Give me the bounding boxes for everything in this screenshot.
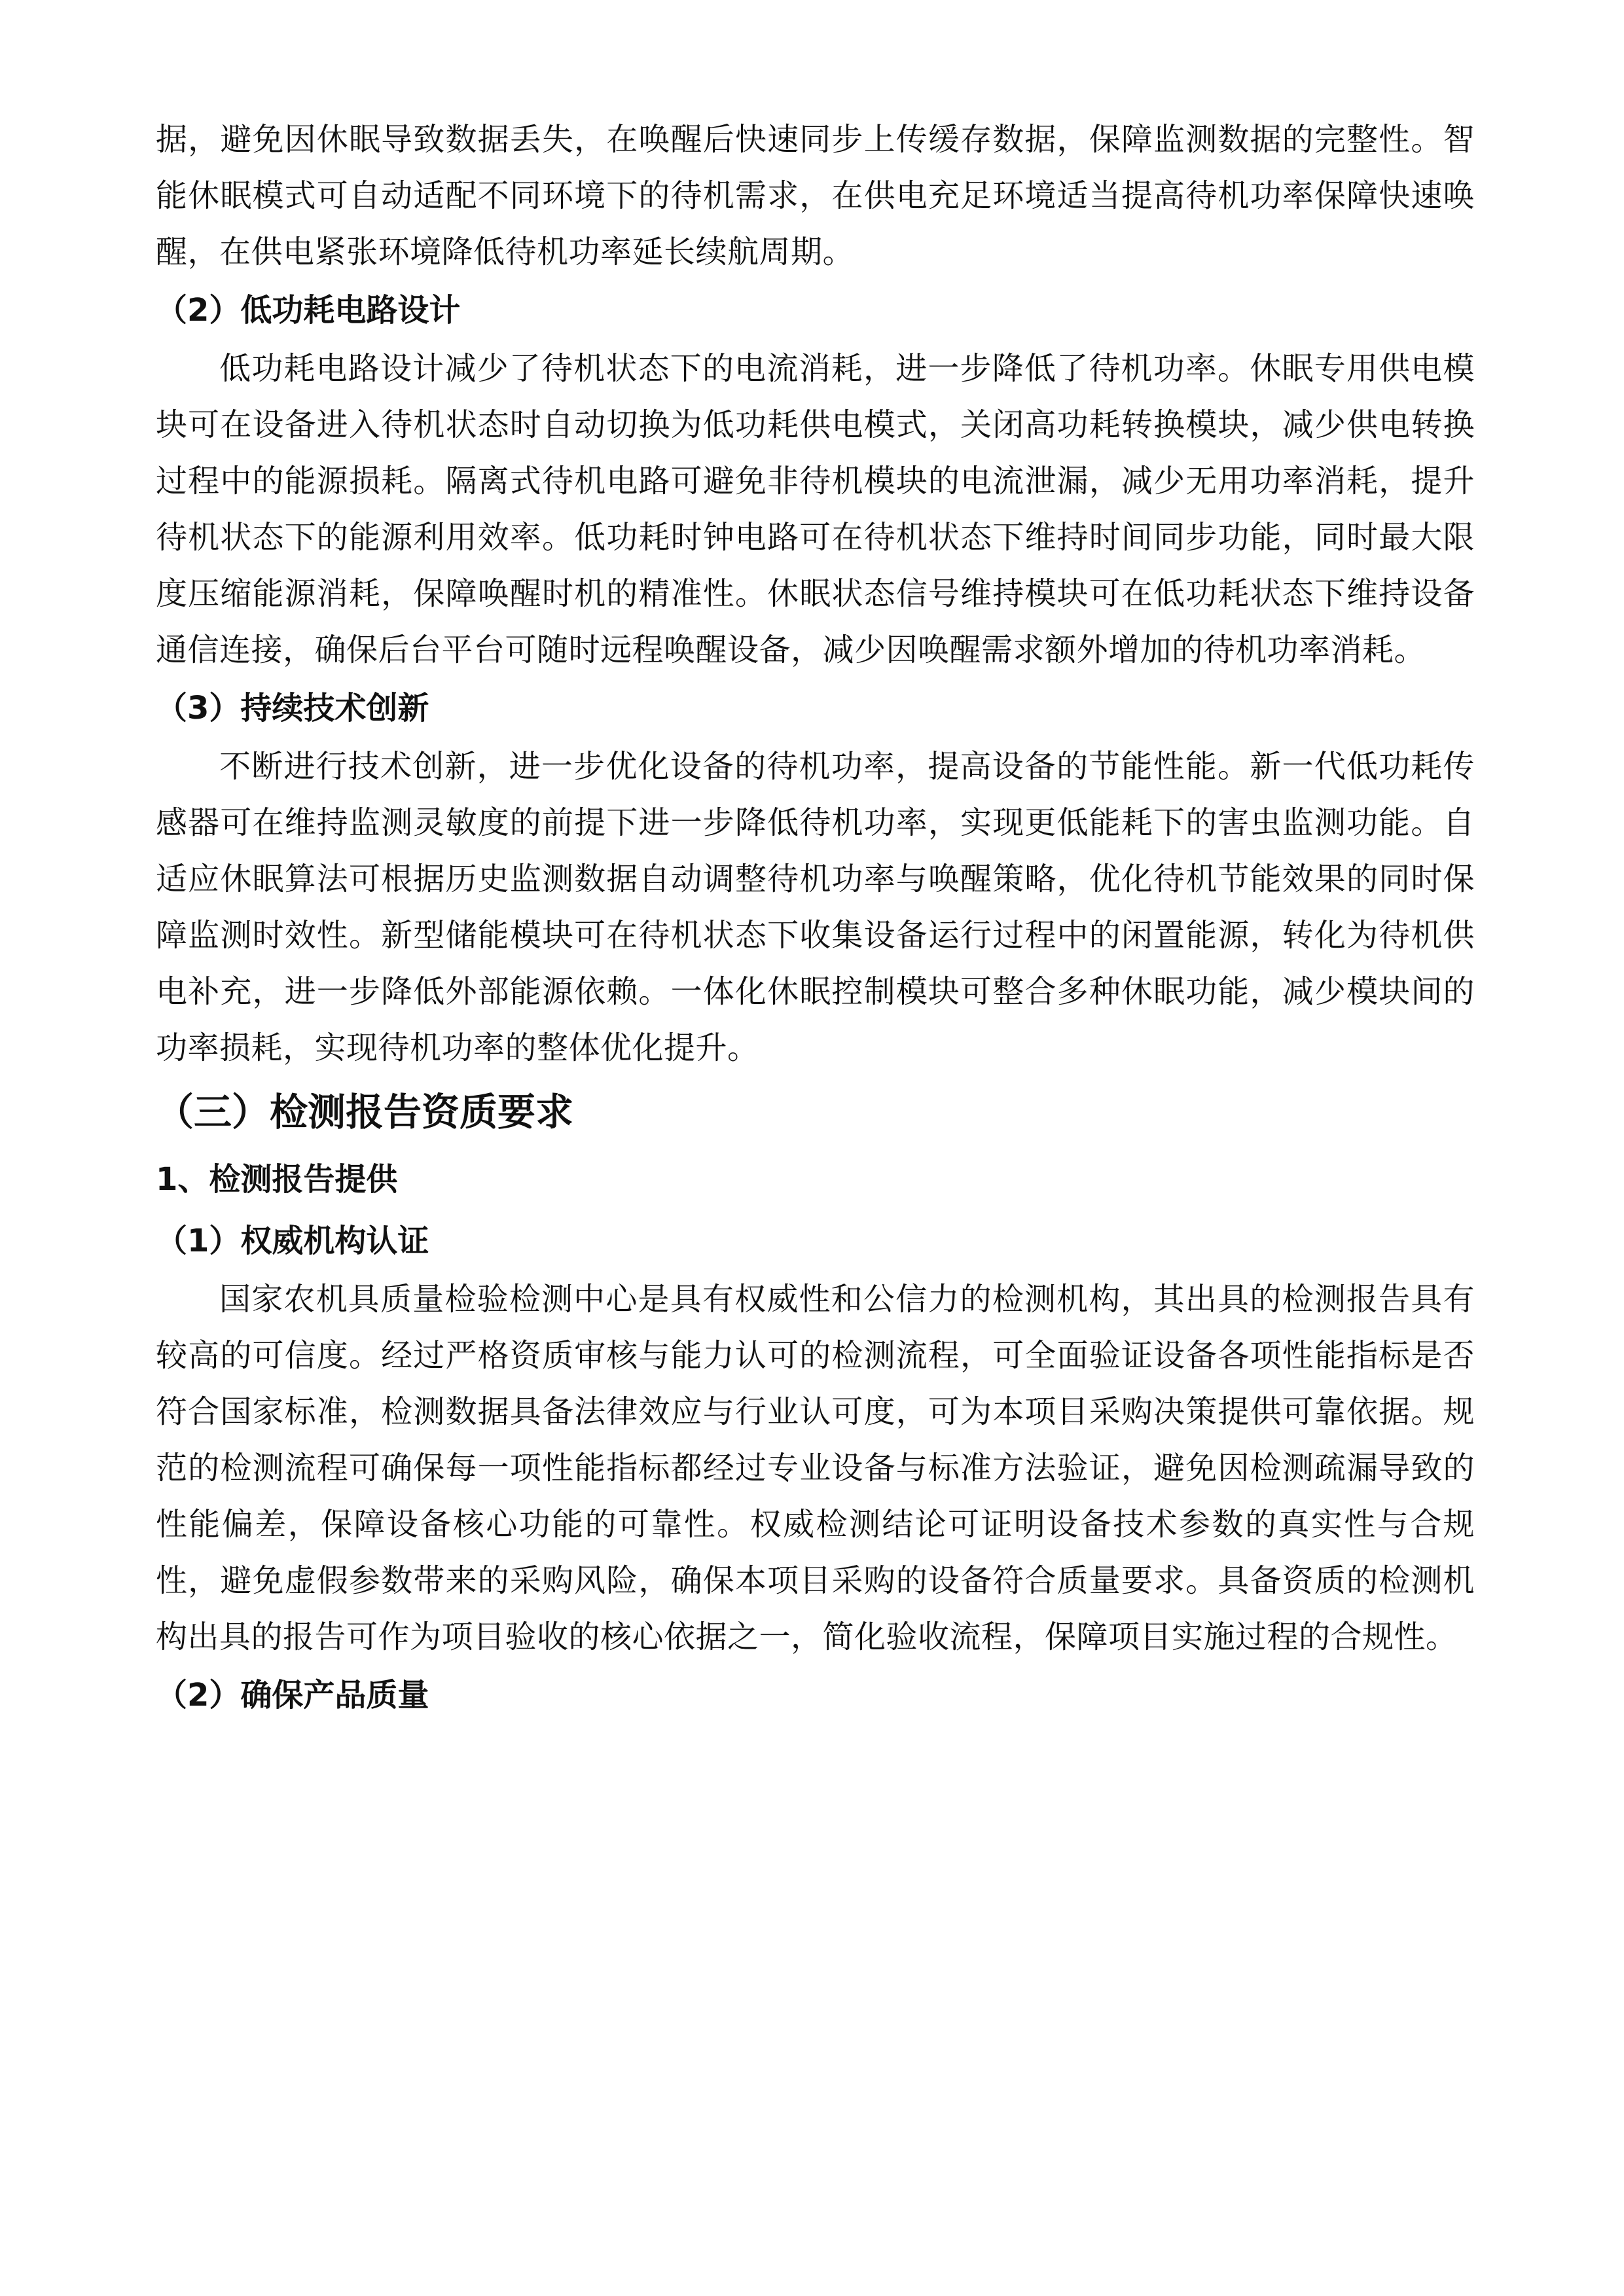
heading-tech-innovation: （3）持续技术创新 bbox=[156, 690, 429, 726]
heading-low-power-circuit: （2）低功耗电路设计 bbox=[156, 292, 461, 329]
heading-report-provision: 1、检测报告提供 bbox=[156, 1161, 398, 1198]
paragraph-intro-continued: 据，避免因休眠导致数据丢失，在唤醒后快速同步上传缓存数据，保障监测数据的完整性。智能休眠模式可自动适配不同环境下的待机需求，在供电充足环境适当提高待机功率保障快速唤醒，在供电紧张环境降低待机功率延长续航周期。 bbox=[156, 121, 1475, 270]
paragraph-low-power-circuit: 低功耗电路设计减少了待机状态下的电流消耗，进一步降低了待机功率。休眠专用供电模块可在设备进入待机状态时自动切换为低功耗供电模式，关闭高功耗转换模块，减少供电转换过程中的能源损耗。隔离式待机电路可避免非待机模块的电流泄漏，减少无用功率消耗，提升待机状态下的能源利用效率。低功耗时钟电路可在待机状态下维持时间同步功能，同时最大限度压缩能源消耗，保障唤醒时机的精准性。休眠状态信号维持模块可在低功耗状态下维持设备通信连接，确保后台平台可随时远程唤醒设备，减少因唤醒需求额外增加的待机功率消耗。 bbox=[156, 350, 1475, 668]
heading-product-quality: （2）确保产品质量 bbox=[156, 1677, 429, 1713]
section-heading-report-qualification: （三）检测报告资质要求 bbox=[156, 1090, 574, 1134]
paragraph-tech-innovation: 不断进行技术创新，进一步优化设备的待机功率，提高设备的节能性能。新一代低功耗传感器可在维持监测灵敏度的前提下进一步降低待机功率，实现更低能耗下的害虫监测功能。自适应休眠算法可根据历史监测数据自动调整待机功率与唤醒策略，优化待机节能效果的同时保障监测时效性。新型储能模块可在待机状态下收集设备运行过程中的闲置能源，转化为待机供电补充，进一步降低外部能源依赖。一体化休眠控制模块可整合多种休眠功能，减少模块间的功率损耗，实现待机功率的整体优化提升。 bbox=[156, 748, 1475, 1066]
paragraph-authority-cert: 国家农机具质量检验检测中心是具有权威性和公信力的检测机构，其出具的检测报告具有较高的可信度。经过严格资质审核与能力认可的检测流程，可全面验证设备各项性能指标是否符合国家标准，检测数据具备法律效应与行业认可度，可为本项目采购决策提供可靠依据。规范的检测流程可确保每一项性能指标都经过专业设备与标准方法验证，避免因检测疏漏导致的性能偏差，保障设备核心功能的可靠性。权威检测结论可证明设备技术参数的真实性与合规性，避免虚假参数带来的采购风险，确保本项目采购的设备符合质量要求。具备资质的检测机构出具的报告可作为项目验收的核心依据之一，简化验收流程，保障项目实施过程的合规性。 bbox=[156, 1281, 1475, 1655]
document-page bbox=[156, 111, 1475, 1725]
heading-authority-cert: （1）权威机构认证 bbox=[156, 1223, 429, 1259]
